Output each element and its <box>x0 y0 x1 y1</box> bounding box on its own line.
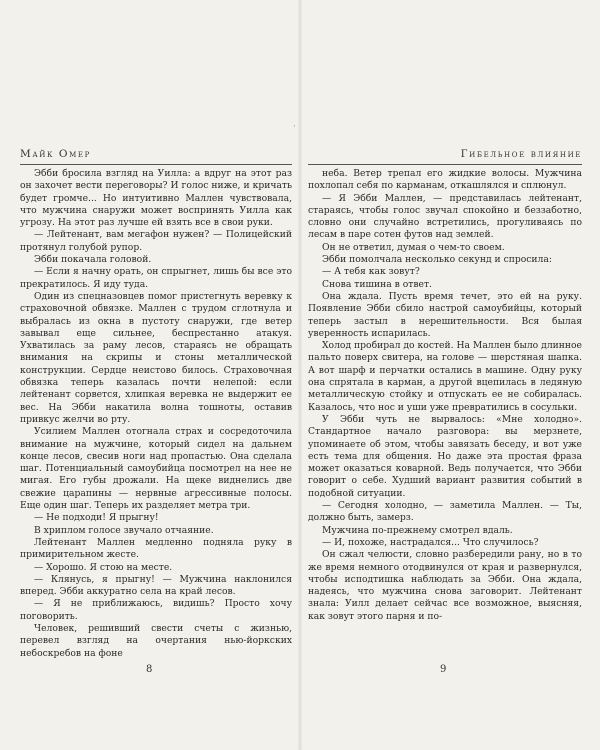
page-number-left: 8 <box>146 664 153 675</box>
header-rule-right <box>308 164 582 165</box>
paragraph: — Если я начну орать, он спрыгнет, лишь бы все это прекратилось. Я иду туда. <box>20 266 292 290</box>
paragraph: Она ждала. Пусть время течет, это ей на руку. Появление Эбби сбило настрой самоубийцы, который теперь застыл в нерешительности. Вся былая уверенность испарилась. <box>308 290 582 339</box>
paragraph: неба. Ветер трепал его жидкие волосы. Мужчина похлопал себя по карманам, откашлялся и сплюнул. <box>308 168 582 192</box>
paragraph: Холод пробирал до костей. На Маллен было длинное пальто поверх свитера, на голове — шерстяная шапка. А вот шарф и перчатки остались в машине. Одну руку она спрятала в карман, а другой вцепилась в ледяную металлическую стойку и отпускать ее не собиралась. Казалось, что нос и уши уже превратились в сосульки. <box>308 340 582 413</box>
page-mark: · <box>293 122 296 132</box>
paragraph: — Хорошо. Я стою на месте. <box>34 561 173 573</box>
paragraph: Эбби помолчала несколько секунд и спросила: <box>322 254 552 266</box>
paragraph: У Эбби чуть не вырвалось: «Мне холодно». Стандартное начало разговора: вы мерзнете, упоминаете об этом, чтобы завязать беседу, и вот уже есть тема для общения. Но даже эта простая фраза может оказаться коварной. Ведь получается, что Эбби говорит о себе. Худший вариант развития событий в подобной ситуации. <box>308 413 582 499</box>
page-body-left <box>20 168 292 660</box>
paragraph: Лейтенант Маллен медленно подняла руку в примирительном жесте. <box>20 536 292 561</box>
paragraph: — Лейтенант, вам мегафон нужен? — Полицейский протянул голубой рупор. <box>20 229 292 253</box>
paragraph: — Клянусь, я прыгну! — Мужчина наклонился вперед. Эбби аккуратно села на край лесов. <box>20 573 292 598</box>
paragraph: — Не подходи! Я прыгну! <box>34 512 159 524</box>
page-number-right: 9 <box>440 664 447 675</box>
page-body-right <box>308 168 582 623</box>
paragraph: Один из спецназовцев помог пристегнуть веревку к страховочной обвязке. Маллен с трудом сглотнула и выбралась из окна в пустоту снаружи, где ветер завывал еще сильнее, беспрестанно атакуя. Ухватилась за раму лесов, стараясь не обращать внимания на скрипы и стоны металлической конструкции. Сердце неистово билось. Страховочная обвязка теперь казалась почти нелепой: если лейтенант сорвется, хлипкая веревка не выдержит ее вес. На Эбби накатила волна тошноты, оставив привкус желчи во рту. <box>20 290 292 425</box>
paragraph: Усилием Маллен отогнала страх и сосредоточила внимание на мужчине, который сидел на дальнем конце лесов, свесив ноги над пропастью. Она сделала шаг. Потенциальный самоубийца посмотрел на нее не мигая. Его губы дрожали. На щеке виднелись две свежие царапины — нервные агрессивные полосы. Еще один шаг. Теперь их разделяет метра три. <box>20 426 292 512</box>
paragraph: Снова тишина в ответ. <box>322 278 432 290</box>
running-head-right: Гибельное влияние <box>460 148 582 160</box>
paragraph: В хриплом голосе звучало отчаяние. <box>34 524 214 536</box>
paragraph: Он сжал челюсти, словно разбередили рану, но в то же время немного отодвинулся от края и развернулся, чтобы исподтишка наблюдать за Эбби. Она ждала, надеясь, что мужчина снова заговорит. Лейтенант знала: Уилл делает сейчас все возможное, выясняя, как зовут этого парня и по- <box>308 549 582 622</box>
paragraph: — А тебя как зовут? <box>322 266 420 278</box>
paragraph: Эбби бросила взгляд на Уилла: а вдруг на этот раз он захочет вести переговоры? И голос ниже, и кричать будет громче... Но интуитивно Маллен чувствовала, что мужчина снаружи может воспринять Уилла как угрозу. На этот раз лучше ей взять все в свои руки. <box>20 168 292 229</box>
paragraph: — Я не приближаюсь, видишь? Просто хочу поговорить. <box>20 598 292 622</box>
book-gutter <box>298 0 302 750</box>
paragraph: — Сегодня холодно, — заметила Маллен. — Ты, должно быть, замерз. <box>308 500 582 524</box>
paragraph: Эбби покачала головой. <box>34 254 152 266</box>
running-head-left: Майк Омер <box>20 148 91 160</box>
paragraph: — И, похоже, настрадался... Что случилось? <box>322 536 539 548</box>
paragraph: Мужчина по-прежнему смотрел вдаль. <box>322 524 513 536</box>
paragraph: — Я Эбби Маллен, — представилась лейтенант, стараясь, чтобы голос звучал спокойно и беззаботно, словно они случайно встретились, прогуливаясь по лесам в паре сотен футов над землей. <box>308 192 582 241</box>
paragraph: Он не ответил, думая о чем-то своем. <box>322 241 505 253</box>
paragraph: Человек, решивший свести счеты с жизнью, перевел взгляд на очертания нью-йоркских небоскребов на фоне <box>20 622 292 659</box>
header-rule-left <box>20 164 292 165</box>
